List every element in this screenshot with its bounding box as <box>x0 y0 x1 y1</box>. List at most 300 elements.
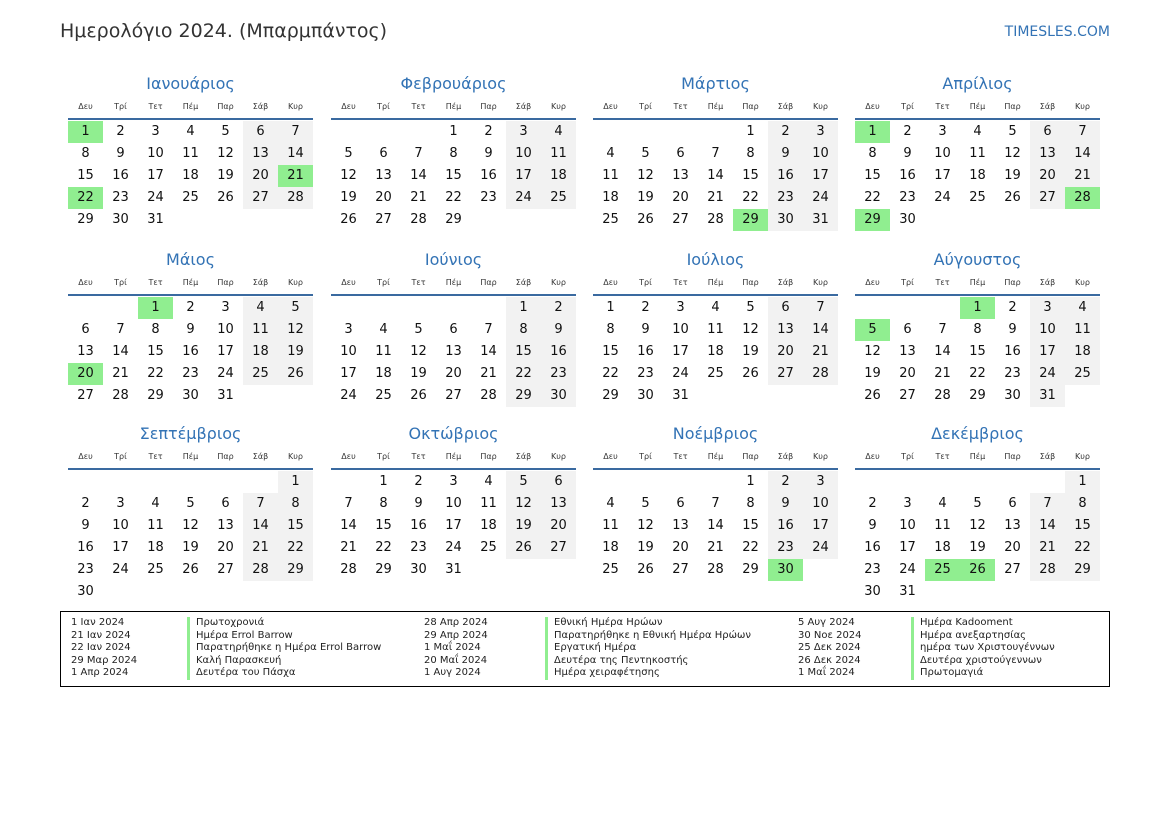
day-cell: 13 <box>217 518 234 533</box>
month-block <box>68 422 313 603</box>
day-cell: 5 <box>641 146 650 161</box>
weekday-label: Τρί <box>639 452 652 461</box>
weekday-label: Πέμ <box>969 102 986 111</box>
month-name: Αύγουστος <box>933 250 1022 269</box>
legend-holiday-name: Δευτέρα χριστούγεννων <box>911 655 1055 668</box>
day-cell: 13 <box>77 344 94 359</box>
days-grid <box>593 121 838 231</box>
header-rule <box>331 118 576 120</box>
empty-cell <box>138 471 173 493</box>
day-cell: 13 <box>768 319 803 341</box>
day-cell: 25 <box>147 562 164 577</box>
empty-cell <box>663 121 698 143</box>
day-cell: 22 <box>742 190 759 205</box>
day-cell: 18 <box>182 168 199 183</box>
day-cell: 17 <box>803 515 838 537</box>
day-cell: 22 <box>147 366 164 381</box>
day-cell: 22 <box>864 190 881 205</box>
weekday-header <box>855 450 1100 464</box>
weekday-label: Δευ <box>865 278 880 287</box>
day-cell: 27 <box>77 388 94 403</box>
day-cell: 3 <box>116 496 125 511</box>
days-grid <box>593 297 838 407</box>
day-cell: 21 <box>112 366 129 381</box>
days-grid <box>331 297 576 407</box>
weekday-label: Κυρ <box>1075 278 1090 287</box>
day-cell: 16 <box>899 168 916 183</box>
weekday-label: Τρί <box>114 102 127 111</box>
weekday-label: Δευ <box>78 278 93 287</box>
day-cell: 19 <box>864 366 881 381</box>
day-cell: 17 <box>340 366 357 381</box>
legend-date: 1 Μαΐ 2024 <box>424 642 481 653</box>
weekday-label: Τετ <box>673 278 688 287</box>
day-cell: 3 <box>676 300 685 315</box>
month-name: Ιούνιος <box>424 250 483 269</box>
weekday-label: Πέμ <box>445 452 462 461</box>
day-cell: 3 <box>449 474 458 489</box>
day-cell: 12 <box>340 168 357 183</box>
day-cell: 28 <box>243 559 278 581</box>
weekday-label: Σάβ <box>777 452 794 461</box>
weekday-label: Παρ <box>742 452 759 461</box>
day-cell: 3 <box>221 300 230 315</box>
day-cell: 1 <box>449 124 458 139</box>
day-cell: 31 <box>445 562 462 577</box>
weekday-header <box>331 276 576 290</box>
weekday-label: Δευ <box>603 278 618 287</box>
day-cell: 17 <box>147 168 164 183</box>
day-cell: 30 <box>899 212 916 227</box>
day-cell: 17 <box>217 344 234 359</box>
day-cell: 19 <box>217 168 234 183</box>
day-cell: 4 <box>379 322 388 337</box>
day-cell: 28 <box>410 212 427 227</box>
day-cell: 21 <box>707 190 724 205</box>
day-cell: 1 <box>506 297 541 319</box>
day-cell: 19 <box>1004 168 1021 183</box>
day-cell: 11 <box>969 146 986 161</box>
day-cell: 29 <box>969 388 986 403</box>
empty-cell <box>628 121 663 143</box>
month-block <box>68 72 313 231</box>
empty-cell <box>68 297 103 319</box>
empty-cell <box>855 471 890 493</box>
weekday-label: Πέμ <box>445 102 462 111</box>
weekday-label: Παρ <box>1004 102 1021 111</box>
days-grid <box>68 121 313 231</box>
holiday-day: 29 <box>855 209 890 231</box>
day-cell: 13 <box>1004 518 1021 533</box>
day-cell: 9 <box>116 146 125 161</box>
day-cell: 26 <box>742 366 759 381</box>
day-cell: 25 <box>602 212 619 227</box>
day-cell: 26 <box>217 190 234 205</box>
day-cell: 6 <box>221 496 230 511</box>
month-name: Μάιος <box>166 250 215 269</box>
weekday-label: Δευ <box>603 102 618 111</box>
day-cell: 20 <box>243 165 278 187</box>
day-cell: 7 <box>414 146 423 161</box>
header-rule <box>855 118 1100 120</box>
day-cell: 25 <box>1065 363 1100 385</box>
holiday-day: 1 <box>138 297 173 319</box>
legend-date: 1 Ιαν 2024 <box>71 617 125 628</box>
day-cell: 27 <box>217 562 234 577</box>
empty-cell <box>331 297 366 319</box>
day-cell: 25 <box>707 366 724 381</box>
day-cell: 17 <box>1030 341 1065 363</box>
day-cell: 14 <box>243 515 278 537</box>
day-cell: 21 <box>934 366 951 381</box>
weekday-label: Τρί <box>639 102 652 111</box>
day-cell: 7 <box>803 297 838 319</box>
day-cell: 1 <box>746 124 755 139</box>
legend-holiday-name: Πρωτοχρονιά <box>187 617 381 630</box>
legend-date: 30 Νοε 2024 <box>798 629 862 641</box>
day-cell: 18 <box>707 344 724 359</box>
day-cell: 20 <box>672 540 689 555</box>
holiday-day: 29 <box>733 209 768 231</box>
legend-date: 29 Μαρ 2024 <box>71 654 138 666</box>
day-cell: 12 <box>182 518 199 533</box>
day-cell: 18 <box>147 540 164 555</box>
legend-date: 20 Μαΐ 2024 <box>424 654 488 666</box>
day-cell: 1 <box>606 300 615 315</box>
day-cell: 8 <box>606 322 615 337</box>
day-cell: 9 <box>868 518 877 533</box>
weekday-label: Σάβ <box>252 102 269 111</box>
day-cell: 23 <box>768 537 803 559</box>
month-block <box>593 422 838 581</box>
month-block <box>331 248 576 407</box>
day-cell: 25 <box>969 190 986 205</box>
day-cell: 24 <box>217 366 234 381</box>
day-cell: 2 <box>414 474 423 489</box>
day-cell: 15 <box>1065 515 1100 537</box>
day-cell: 9 <box>903 146 912 161</box>
legend-date: 26 Δεκ 2024 <box>798 654 861 666</box>
day-cell: 22 <box>506 363 541 385</box>
holiday-day: 1 <box>855 121 890 143</box>
empty-cell <box>890 297 925 319</box>
day-cell: 4 <box>151 496 160 511</box>
day-cell: 11 <box>182 146 199 161</box>
day-cell: 23 <box>182 366 199 381</box>
month-name: Μάρτιος <box>681 74 750 93</box>
weekday-label: Σάβ <box>252 452 269 461</box>
month-block <box>855 248 1100 407</box>
day-cell: 28 <box>803 363 838 385</box>
month-name: Ιανουάριος <box>146 74 235 93</box>
day-cell: 19 <box>182 540 199 555</box>
day-cell: 5 <box>1008 124 1017 139</box>
day-cell: 30 <box>77 584 94 599</box>
day-cell: 19 <box>637 540 654 555</box>
day-cell: 18 <box>541 165 576 187</box>
day-cell: 5 <box>641 496 650 511</box>
day-cell: 9 <box>1008 322 1017 337</box>
day-cell: 19 <box>410 366 427 381</box>
day-cell: 27 <box>1004 562 1021 577</box>
weekday-label: Δευ <box>341 102 356 111</box>
day-cell: 6 <box>1030 121 1065 143</box>
weekday-label: Κυρ <box>288 278 303 287</box>
day-cell: 11 <box>707 322 724 337</box>
day-cell: 10 <box>803 143 838 165</box>
day-cell: 23 <box>768 187 803 209</box>
weekday-label: Σάβ <box>515 278 532 287</box>
legend-holiday-name: Πρωτομαγιά <box>911 667 1055 680</box>
day-cell: 14 <box>480 344 497 359</box>
days-grid <box>855 297 1100 407</box>
day-cell: 10 <box>803 493 838 515</box>
header-rule <box>593 468 838 470</box>
day-cell: 23 <box>1004 366 1021 381</box>
day-cell: 11 <box>602 168 619 183</box>
day-cell: 12 <box>969 518 986 533</box>
day-cell: 14 <box>1030 515 1065 537</box>
day-cell: 3 <box>151 124 160 139</box>
day-cell: 16 <box>864 540 881 555</box>
day-cell: 17 <box>506 165 541 187</box>
day-cell: 19 <box>340 190 357 205</box>
holiday-day: 1 <box>960 297 995 319</box>
day-cell: 2 <box>81 496 90 511</box>
day-cell: 2 <box>903 124 912 139</box>
day-cell: 24 <box>899 562 916 577</box>
day-cell: 2 <box>541 297 576 319</box>
legend-date: 1 Μαΐ 2024 <box>798 667 855 678</box>
legend-holiday-name: Παρατηρήθηκε η Εθνική Ημέρα Ηρώων <box>545 630 751 643</box>
day-cell: 3 <box>803 121 838 143</box>
days-grid <box>68 297 313 407</box>
day-cell: 7 <box>711 496 720 511</box>
legend-names-3 <box>911 617 1055 680</box>
empty-cell <box>471 297 506 319</box>
day-cell: 27 <box>899 388 916 403</box>
month-block <box>593 72 838 231</box>
holiday-day: 25 <box>925 559 960 581</box>
day-cell: 16 <box>1004 344 1021 359</box>
day-cell: 29 <box>147 388 164 403</box>
weekday-label: Τετ <box>411 278 426 287</box>
day-cell: 22 <box>742 540 759 555</box>
day-cell: 8 <box>973 322 982 337</box>
weekday-header <box>855 276 1100 290</box>
day-cell: 29 <box>77 212 94 227</box>
day-cell: 24 <box>147 190 164 205</box>
day-cell: 23 <box>410 540 427 555</box>
day-cell: 8 <box>81 146 90 161</box>
day-cell: 22 <box>969 366 986 381</box>
day-cell: 31 <box>147 212 164 227</box>
day-cell: 24 <box>672 366 689 381</box>
day-cell: 20 <box>768 341 803 363</box>
weekday-label: Τρί <box>901 102 914 111</box>
day-cell: 16 <box>182 344 199 359</box>
month-block <box>331 72 576 231</box>
weekday-label: Πέμ <box>182 102 199 111</box>
day-cell: 13 <box>899 344 916 359</box>
weekday-label: Κυρ <box>288 102 303 111</box>
day-cell: 9 <box>484 146 493 161</box>
day-cell: 2 <box>1008 300 1017 315</box>
day-cell: 22 <box>445 190 462 205</box>
day-cell: 5 <box>414 322 423 337</box>
day-cell: 29 <box>506 385 541 407</box>
legend-holiday-name: Καλή Παρασκευή <box>187 655 381 668</box>
day-cell: 30 <box>182 388 199 403</box>
holiday-day: 22 <box>68 187 103 209</box>
empty-cell <box>331 121 366 143</box>
day-cell: 11 <box>480 496 497 511</box>
weekday-label: Κυρ <box>288 452 303 461</box>
day-cell: 13 <box>243 143 278 165</box>
weekday-label: Παρ <box>217 278 234 287</box>
weekday-label: Σάβ <box>1039 452 1056 461</box>
day-cell: 17 <box>672 344 689 359</box>
day-cell: 7 <box>344 496 353 511</box>
weekday-header <box>593 276 838 290</box>
day-cell: 16 <box>480 168 497 183</box>
day-cell: 22 <box>278 537 313 559</box>
day-cell: 11 <box>243 319 278 341</box>
day-cell: 18 <box>243 341 278 363</box>
days-grid <box>331 121 576 231</box>
weekday-label: Δευ <box>603 452 618 461</box>
weekday-label: Τρί <box>901 452 914 461</box>
day-cell: 6 <box>1008 496 1017 511</box>
weekday-label: Σάβ <box>515 452 532 461</box>
day-cell: 20 <box>445 366 462 381</box>
weekday-label: Κυρ <box>551 102 566 111</box>
header-rule <box>331 468 576 470</box>
holiday-day: 30 <box>768 559 803 581</box>
weekday-header <box>331 450 576 464</box>
weekday-label: Παρ <box>742 278 759 287</box>
weekday-label: Τετ <box>935 102 950 111</box>
day-cell: 19 <box>742 344 759 359</box>
weekday-label: Τρί <box>377 278 390 287</box>
weekday-label: Τρί <box>114 452 127 461</box>
empty-cell <box>208 471 243 493</box>
weekday-label: Δευ <box>865 102 880 111</box>
empty-cell <box>960 471 995 493</box>
day-cell: 1 <box>379 474 388 489</box>
day-cell: 29 <box>1065 559 1100 581</box>
empty-cell <box>925 471 960 493</box>
day-cell: 5 <box>973 496 982 511</box>
day-cell: 21 <box>410 190 427 205</box>
day-cell: 10 <box>147 146 164 161</box>
empty-cell <box>925 297 960 319</box>
day-cell: 23 <box>541 363 576 385</box>
day-cell: 18 <box>934 540 951 555</box>
month-name: Οκτώβριος <box>408 424 499 443</box>
day-cell: 21 <box>243 537 278 559</box>
day-cell: 6 <box>676 146 685 161</box>
day-cell: 16 <box>768 165 803 187</box>
legend-date: 1 Αυγ 2024 <box>424 667 481 678</box>
site-link[interactable]: TIMESLES.COM <box>1004 24 1110 40</box>
day-cell: 20 <box>1004 540 1021 555</box>
weekday-header <box>855 100 1100 114</box>
day-cell: 30 <box>637 388 654 403</box>
day-cell: 9 <box>768 493 803 515</box>
weekday-label: Κυρ <box>551 278 566 287</box>
day-cell: 31 <box>672 388 689 403</box>
day-cell: 11 <box>147 518 164 533</box>
day-cell: 23 <box>77 562 94 577</box>
day-cell: 24 <box>506 187 541 209</box>
weekday-label: Παρ <box>217 452 234 461</box>
day-cell: 10 <box>217 322 234 337</box>
legend-holiday-name: Ημέρα Errol Barrow <box>187 630 381 643</box>
day-cell: 15 <box>77 168 94 183</box>
day-cell: 12 <box>506 493 541 515</box>
day-cell: 10 <box>934 146 951 161</box>
header-rule <box>593 294 838 296</box>
day-cell: 30 <box>1004 388 1021 403</box>
weekday-label: Σάβ <box>252 278 269 287</box>
day-cell: 6 <box>449 322 458 337</box>
weekday-header <box>593 450 838 464</box>
day-cell: 9 <box>186 322 195 337</box>
day-cell: 30 <box>864 584 881 599</box>
day-cell: 16 <box>410 518 427 533</box>
day-cell: 14 <box>934 344 951 359</box>
day-cell: 13 <box>375 168 392 183</box>
day-cell: 23 <box>864 562 881 577</box>
day-cell: 26 <box>410 388 427 403</box>
day-cell: 21 <box>803 341 838 363</box>
day-cell: 20 <box>217 540 234 555</box>
day-cell: 27 <box>375 212 392 227</box>
day-cell: 8 <box>379 496 388 511</box>
weekday-label: Πέμ <box>707 278 724 287</box>
empty-cell <box>68 471 103 493</box>
legend-names-1 <box>187 617 381 680</box>
weekday-label: Παρ <box>217 102 234 111</box>
day-cell: 20 <box>672 190 689 205</box>
day-cell: 26 <box>864 388 881 403</box>
day-cell: 6 <box>81 322 90 337</box>
day-cell: 4 <box>711 300 720 315</box>
day-cell: 7 <box>711 146 720 161</box>
day-cell: 27 <box>243 187 278 209</box>
day-cell: 29 <box>375 562 392 577</box>
day-cell: 5 <box>344 146 353 161</box>
day-cell: 25 <box>182 190 199 205</box>
day-cell: 20 <box>1030 165 1065 187</box>
weekday-label: Τρί <box>639 278 652 287</box>
legend-holiday-name: Ημέρα ανεξαρτησίας <box>911 630 1055 643</box>
day-cell: 12 <box>637 518 654 533</box>
legend-date: 25 Δεκ 2024 <box>798 642 861 653</box>
day-cell: 15 <box>742 168 759 183</box>
legend-holiday-name: Δευτέρα του Πάσχα <box>187 667 381 680</box>
day-cell: 14 <box>803 319 838 341</box>
day-cell: 11 <box>602 518 619 533</box>
day-cell: 5 <box>278 297 313 319</box>
day-cell: 25 <box>602 562 619 577</box>
day-cell: 9 <box>641 322 650 337</box>
legend-holiday-name: ημέρα των Χριστουγέννων <box>911 642 1055 655</box>
day-cell: 29 <box>278 559 313 581</box>
day-cell: 8 <box>449 146 458 161</box>
day-cell: 15 <box>742 518 759 533</box>
